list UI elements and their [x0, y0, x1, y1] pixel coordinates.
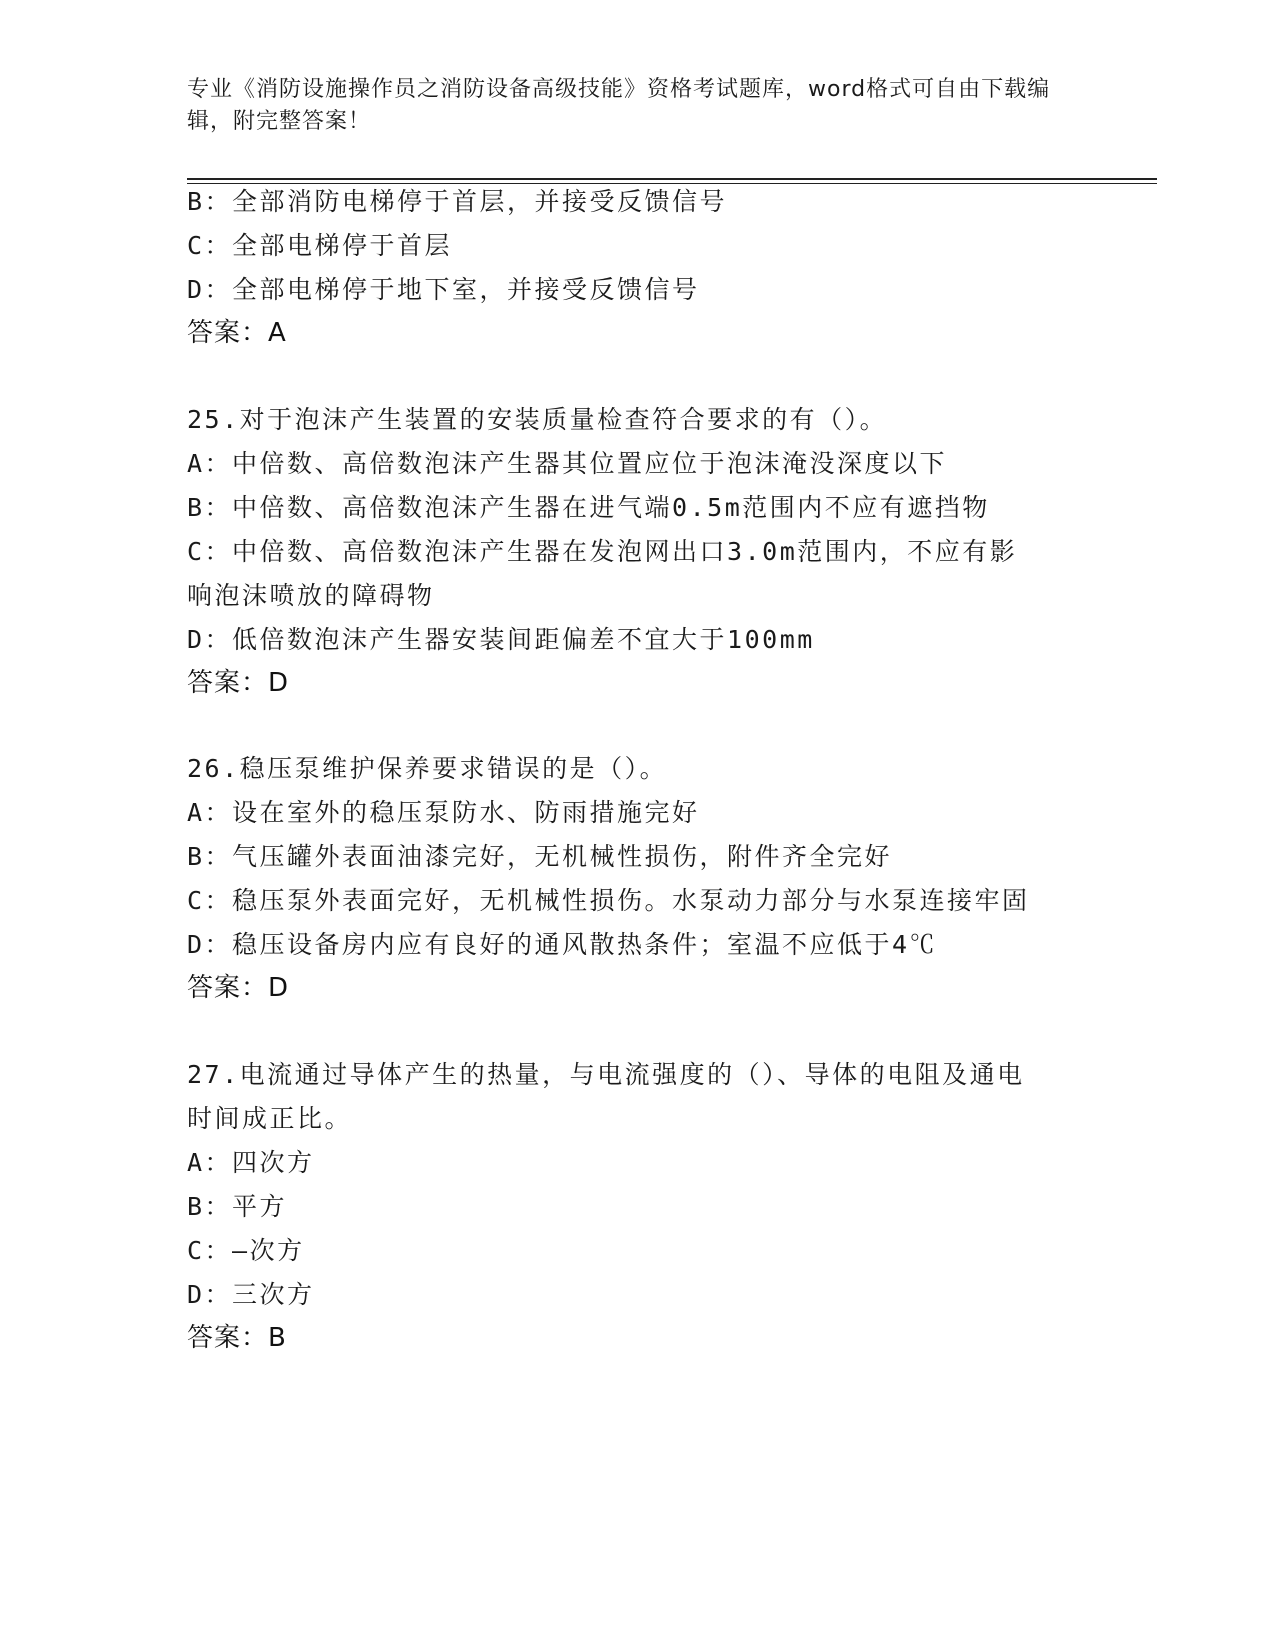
- q25-option-c-line1: C：中倍数、高倍数泡沫产生器在发泡网出口3.0m范围内，不应有影: [187, 537, 1018, 566]
- q24-option-c: C：全部电梯停于首层: [187, 231, 453, 260]
- q25-question: 25.对于泡沫产生装置的安装质量检查符合要求的有（）。: [187, 405, 888, 434]
- q25-option-b: B：中倍数、高倍数泡沫产生器在进气端0.5m范围内不应有遮挡物: [187, 493, 990, 522]
- q26-option-b: B：气压罐外表面油漆完好，无机械性损伤，附件齐全完好: [187, 842, 893, 871]
- q27-answer: 答案：B: [187, 1323, 287, 1353]
- q25-option-d: D：低倍数泡沫产生器安装间距偏差不宜大于100mm: [187, 625, 815, 654]
- q26-answer: 答案：D: [187, 973, 290, 1003]
- q25-option-a: A：中倍数、高倍数泡沫产生器其位置应位于泡沫淹没深度以下: [187, 449, 948, 478]
- q26-option-c: C：稳压泵外表面完好，无机械性损伤。水泵动力部分与水泵连接牢固: [187, 886, 1030, 915]
- q27-question-line1: 27.电流通过导体产生的热量，与电流强度的（）、导体的电阻及通电: [187, 1060, 1025, 1089]
- q26-option-a: A：设在室外的稳压泵防水、防雨措施完好: [187, 798, 700, 827]
- q25-option-c-line2: 响泡沫喷放的障碍物: [187, 581, 435, 610]
- q27-option-a: A：四次方: [187, 1148, 315, 1177]
- q26-option-d: D：稳压设备房内应有良好的通风散热条件；室温不应低于4℃: [187, 930, 938, 959]
- q27-option-c: C：—次方: [187, 1236, 305, 1265]
- q25-answer: 答案：D: [187, 668, 290, 698]
- q27-option-d: D：三次方: [187, 1280, 315, 1309]
- q24-option-b: B：全部消防电梯停于首层，并接受反馈信号: [187, 187, 728, 216]
- q27-option-b: B：平方: [187, 1192, 288, 1221]
- document-header: 专业《消防设施操作员之消防设备高级技能》资格考试题库，word格式可自由下载编辑，附完整答案！: [187, 77, 1051, 134]
- q27-question-line2: 时间成正比。: [187, 1104, 353, 1133]
- q26-question: 26.稳压泵维护保养要求错误的是（）。: [187, 754, 668, 783]
- header-divider-thick: [187, 178, 1157, 180]
- q24-answer: 答案：A: [187, 318, 287, 348]
- q24-option-d: D：全部电梯停于地下室，并接受反馈信号: [187, 275, 700, 304]
